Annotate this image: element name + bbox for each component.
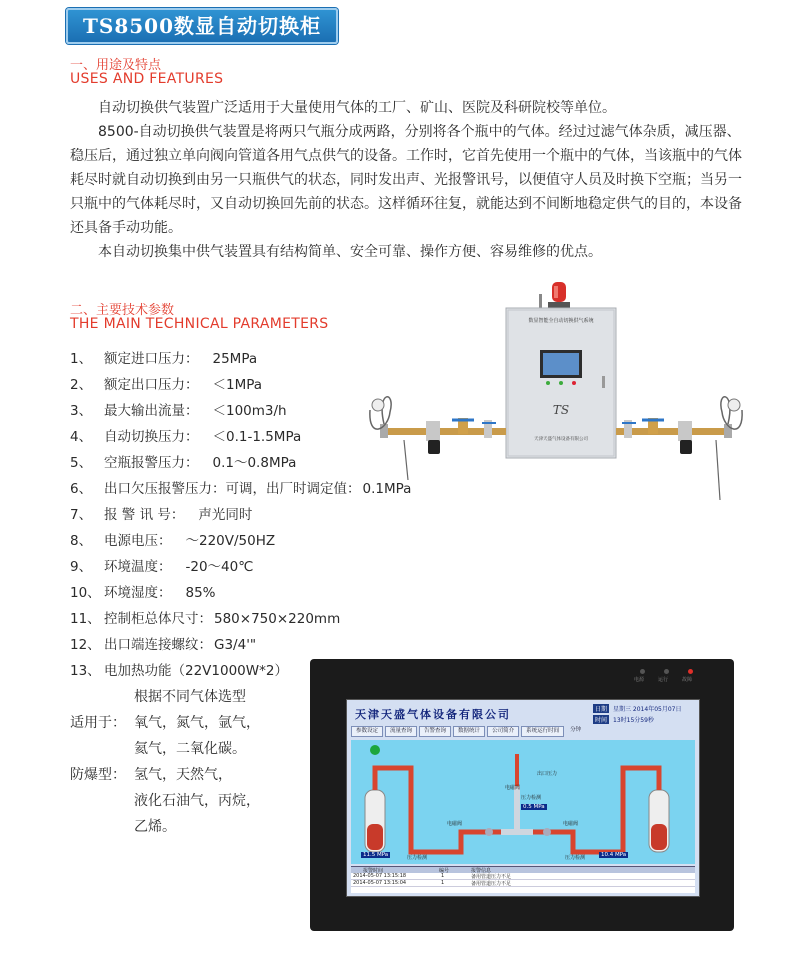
led-fault xyxy=(688,669,693,674)
applicable-gases-cont: 氦气，二氧化碳。 xyxy=(134,741,246,757)
parameter-list xyxy=(70,346,500,684)
explosion-proof-gases-cont: 液化石油气，丙烷， xyxy=(134,793,260,809)
tab-parameter-setting[interactable]: 参数设定 xyxy=(351,726,383,737)
list-item: 13、 电加热功能（22V1000W*2） xyxy=(70,663,288,679)
led-power xyxy=(640,669,645,674)
hmi-flow-diagram xyxy=(351,740,695,864)
flow-diagram-graphic xyxy=(351,740,695,864)
explosion-proof-gases: 防爆型： 氢气，天然气， xyxy=(70,767,232,783)
runtime-unit: 分钟 xyxy=(570,727,582,733)
paragraph: 8500-自动切换供气装置是将两只气瓶分成两路，分别将各个瓶中的气体。经过过滤气体杂质，减压器、稳压后，通过独立单向阀向管道各用气点供气的设备。工作时，它首先使用一个瓶中的气体，当该瓶中的气体耗尽时就自动切换到由另一只瓶供气的状态，同时发出声、光报警讯号，以便值守人员及时换下空瓶；当另一只瓶中的气体耗尽时，又自动切换回先前的状态。这样循环往复，就能达到不间断地稳定供气的目的，本设备还具备手动功能。 xyxy=(70,124,742,236)
list-item: 2、 额定出口压力： ＜1MPa xyxy=(70,377,263,393)
tab-statistics[interactable]: 数据统计 xyxy=(453,726,485,737)
outlet-pressure-value: 0.5 MPa xyxy=(523,804,545,810)
cabinet-panel-title: 数显智能全自动切换供气系统 xyxy=(528,318,594,324)
diagram-label: 压力检测 xyxy=(521,795,542,801)
hmi-screen xyxy=(346,699,700,897)
led-label: 故障 xyxy=(682,677,693,683)
section2-heading-en: THE MAIN TECHNICAL PARAMETERS xyxy=(70,316,329,332)
hmi-company-name: 天津天盛气体设备有限公司 xyxy=(355,708,511,721)
hmi-tab-bar xyxy=(351,726,695,736)
cabinet-logo: TS xyxy=(552,403,570,417)
diagram-label: 电磁阀 xyxy=(447,821,463,827)
list-item: 6、 出口欠压报警压力：可调，出厂时调定值： 0.1MPa xyxy=(70,481,412,497)
tab-flow-query[interactable]: 流量查询 xyxy=(385,726,417,737)
section1-body xyxy=(70,96,750,264)
gas-selection-note: 根据不同气体选型 xyxy=(134,689,246,705)
section2-heading-cn: 二、主要技术参数 xyxy=(70,303,175,318)
tab-runtime: 系统运行时间 xyxy=(521,726,564,737)
applicable-gases: 适用于： 氧气，氮气，氩气， xyxy=(70,715,260,731)
diagram-label: 电磁阀 xyxy=(563,821,579,827)
led-label: 运行 xyxy=(658,677,669,683)
list-item: 7、 报 警 讯 号： 声光同时 xyxy=(70,507,253,523)
table-row: 2014-05-07 13:15:18 1 备用管道压力不足 xyxy=(351,873,695,880)
list-item: 8、 电源电压： ～220V/50HZ xyxy=(70,533,276,549)
list-item: 4、 自动切换压力： ＜0.1-1.5MPa xyxy=(70,429,302,445)
page-title: TS8500数显自动切换柜 xyxy=(66,8,338,44)
tab-company-profile[interactable]: 公司简介 xyxy=(487,726,519,737)
touchscreen-photo xyxy=(310,659,734,931)
cabinet-maker: 天津天盛气体设备有限公司 xyxy=(534,437,588,442)
diagram-label: 压力检测 xyxy=(407,855,428,861)
diagram-label: 压力检测 xyxy=(565,855,586,861)
list-item: 5、 空瓶报警压力： 0.1～0.8MPa xyxy=(70,455,297,471)
section1-heading-en: USES AND FEATURES xyxy=(70,71,224,87)
section1-heading-cn: 一、用途及特点 xyxy=(70,58,162,73)
table-row: 2014-05-07 13:15:04 1 备用管道压力不足 xyxy=(351,880,695,887)
table-header: 报警时间 编号 报警信息 xyxy=(351,867,695,873)
list-item: 12、 出口端连接螺纹： G3/4'" xyxy=(70,637,257,653)
left-pressure-value: 11.5 MPa xyxy=(363,852,389,858)
explosion-proof-gases-cont: 乙烯。 xyxy=(134,819,176,835)
list-item: 1、 额定进口压力： 25MPa xyxy=(70,351,258,367)
diagram-label: 出口压力 xyxy=(537,771,558,777)
list-item: 3、 最大输出流量： ＜100m3/h xyxy=(70,403,287,419)
hmi-datetime: 日期 星期三 2014年05月07日 时间 13时15分59秒 xyxy=(595,706,682,724)
led-run xyxy=(664,669,669,674)
list-item: 10、 环境湿度： 85% xyxy=(70,585,216,601)
right-pressure-value: 10.4 MPa xyxy=(601,852,627,858)
led-label: 电源 xyxy=(634,677,645,683)
list-item: 11、 控制柜总体尺寸： 580×750×220mm xyxy=(70,611,341,627)
paragraph: 自动切换供气装置广泛适用于大量使用气体的工厂、矿山、医院及科研院校等单位。 xyxy=(98,100,616,116)
hmi-alarm-table xyxy=(351,866,695,893)
list-item: 9、 环境温度： -20～40℃ xyxy=(70,559,254,575)
paragraph: 本自动切换集中供气装置具有结构简单、安全可靠、操作方便、容易维修的优点。 xyxy=(98,244,602,260)
diagram-label: 电磁阀 xyxy=(505,785,521,791)
tab-alarm-query[interactable]: 告警查询 xyxy=(419,726,451,737)
